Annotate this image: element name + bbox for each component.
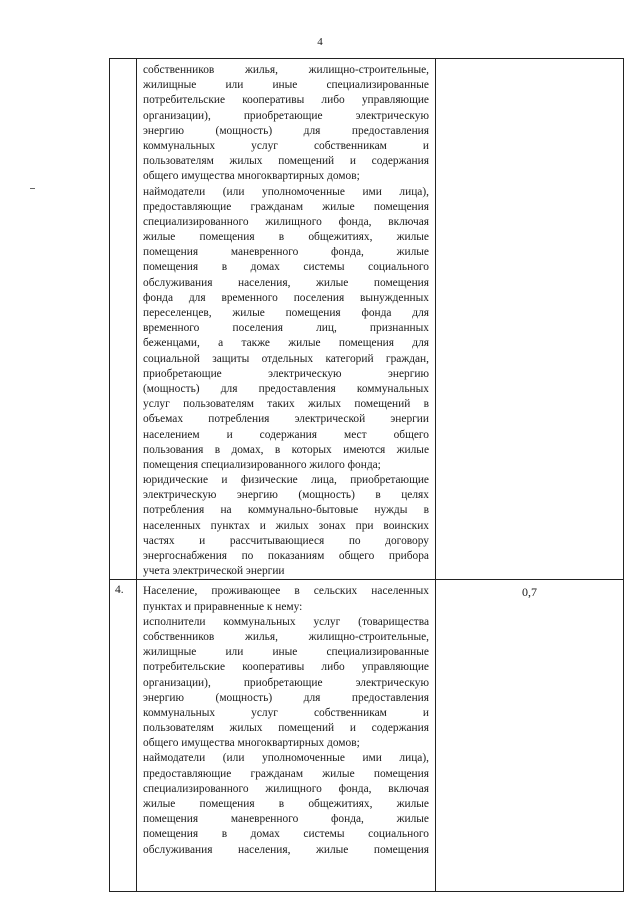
text-line: населением и содержания мест общего [143, 428, 429, 441]
text-line: помещения специализированного жилого фонда; [143, 458, 381, 471]
text-line: приобретающие электрическую энергию [143, 367, 429, 380]
text-line: потребительские кооперативы либо управляющие [143, 94, 429, 107]
text-line: электрическую энергию (мощность) в целях [143, 489, 429, 502]
text-line: наймодатели (или уполномоченные ими лица), [143, 185, 429, 198]
text-line: помещения в домах системы социального [143, 828, 429, 841]
text-line: пунктах и приравненные к нему: [143, 600, 303, 613]
row-number-cell [110, 580, 137, 892]
text-line: (мощность) для предоставления коммунальных [143, 382, 429, 395]
text-line: обслуживания населения, жилые помещения [143, 843, 429, 856]
text-line: специализированного жилищного фонда, включая [143, 782, 429, 795]
text-line: энергоснабжения по показаниям общего прибора [143, 550, 429, 562]
text-line: Население, проживающее в сельских населенных [143, 585, 429, 598]
text-line: социальной защиты отдельных категорий граждан, [143, 352, 429, 365]
page-number: 4 [317, 36, 323, 48]
text-line: услуг пользователям таких жилых помещений в [143, 398, 429, 411]
value-cell [436, 59, 624, 580]
margin-mark [30, 188, 35, 189]
text-line: временного поселения лиц, признанных [143, 322, 429, 335]
text-line: жилищные или иные специализированные [143, 79, 429, 92]
row-number [110, 59, 136, 63]
text-line: фонда для временного поселения вынужденных [143, 291, 429, 304]
text-line: энергию (мощность) для предоставления [143, 691, 429, 704]
description-text [137, 59, 435, 579]
table-row [110, 59, 624, 580]
text-line: обслуживания населения, жилые помещения [143, 276, 429, 289]
text-line: потребления на коммунально-бытовые нужды в [143, 504, 429, 517]
text-line: исполнители коммунальных услуг (товарищества [143, 615, 429, 628]
text-line: предоставляющие гражданам жилые помещения [143, 767, 429, 780]
text-line: общего имущества многоквартирных домов; [143, 737, 360, 750]
text-line: населенных пунктах и жилых зонах при воинских [143, 519, 429, 532]
text-line: жилые помещения в общежитиях, жилые [143, 231, 429, 244]
text-line: переселенцев, жилые помещения фонда для [143, 307, 429, 319]
text-line: юридические и физические лица, приобретающие [143, 474, 429, 487]
text-line: частях и рассчитывающиеся по договору [143, 534, 429, 547]
text-line: организации), приобретающие электрическую [143, 109, 429, 122]
text-line: собственников жилья, жилищно-строительные, [143, 630, 429, 643]
text-line: организации), приобретающие электрическую [143, 676, 429, 689]
text-line: жилые помещения в общежитиях, жилые [143, 798, 429, 810]
text-line: объемах потребления электрической энергии [143, 413, 429, 426]
text-line: коммунальных услуг собственникам и [143, 139, 429, 152]
coefficient-value [436, 59, 623, 64]
value-cell [436, 580, 624, 892]
tariff-table [109, 58, 624, 892]
text-line: потребительские кооперативы либо управляющие [143, 661, 429, 674]
text-line: коммунальных услуг собственникам и [143, 706, 429, 719]
row-number: 4. [115, 584, 124, 597]
description-cell [137, 580, 436, 892]
coefficient-value: 0,7 [522, 585, 537, 600]
text-line: собственников жилья, жилищно-строительные, [143, 64, 429, 76]
text-line: наймодатели (или уполномоченные ими лица), [143, 752, 429, 765]
text-line: специализированного жилищного фонда, включая [143, 215, 429, 228]
description-text [137, 580, 435, 857]
row-number-cell [110, 59, 137, 580]
text-line: пользования в домах, в которых имеются жилые [143, 443, 429, 456]
text-line: помещения маневренного фонда, жилые [143, 246, 429, 259]
description-cell [137, 59, 436, 580]
text-line: общего имущества многоквартирных домов; [143, 170, 360, 183]
text-line: предоставляющие гражданам жилые помещения [143, 200, 429, 213]
text-line: беженцами, а также жилые помещения для [143, 337, 429, 350]
text-line: пользователям жилых помещений и содержания [143, 722, 429, 735]
text-line: учета электрической энергии [143, 565, 285, 578]
text-line: помещения маневренного фонда, жилые [143, 813, 429, 826]
table-row [110, 580, 624, 892]
text-line: помещения в домах системы социального [143, 261, 429, 274]
text-line: пользователям жилых помещений и содержания [143, 155, 429, 168]
text-line: жилищные или иные специализированные [143, 646, 429, 659]
text-line: энергию (мощность) для предоставления [143, 124, 429, 137]
